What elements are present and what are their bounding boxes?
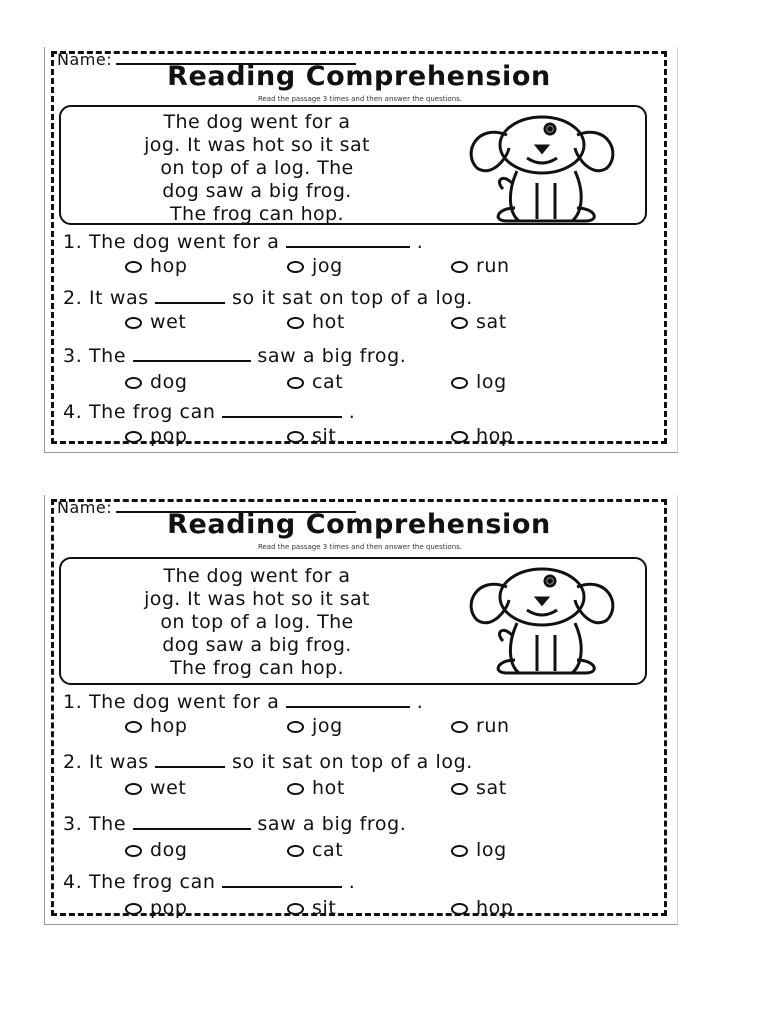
question-4: 4. The frog can .: [63, 871, 356, 893]
passage-line: The frog can hop.: [170, 203, 344, 225]
option[interactable]: dog: [125, 371, 188, 393]
passage-line: dog saw a big frog.: [162, 180, 352, 202]
question-4: 4. The frog can .: [63, 401, 356, 423]
radio-circle-icon[interactable]: [287, 845, 304, 857]
passage-line: on top of a log. The: [160, 611, 354, 633]
radio-circle-icon[interactable]: [125, 377, 142, 389]
radio-circle-icon[interactable]: [287, 903, 304, 915]
radio-circle-icon[interactable]: [451, 721, 468, 733]
answer-blank[interactable]: [222, 872, 342, 888]
question-1: 1. The dog went for a .: [63, 231, 424, 253]
question-3: 3. The saw a big frog.: [63, 813, 407, 835]
option[interactable]: sat: [451, 777, 507, 799]
option[interactable]: hot: [287, 311, 345, 333]
option[interactable]: dog: [125, 839, 188, 861]
radio-circle-icon[interactable]: [451, 261, 468, 273]
radio-circle-icon[interactable]: [287, 431, 304, 443]
radio-circle-icon[interactable]: [451, 377, 468, 389]
option[interactable]: cat: [287, 839, 343, 861]
page-title: Reading Comprehension: [167, 509, 551, 540]
radio-circle-icon[interactable]: [125, 261, 142, 273]
option[interactable]: sit: [287, 425, 336, 447]
passage-line: on top of a log. The: [160, 157, 354, 179]
option[interactable]: sat: [451, 311, 507, 333]
option[interactable]: sit: [287, 897, 336, 919]
radio-circle-icon[interactable]: [451, 903, 468, 915]
option[interactable]: wet: [125, 311, 186, 333]
option[interactable]: hop: [125, 255, 188, 277]
question-1: 1. The dog went for a .: [63, 691, 424, 713]
option[interactable]: hop: [451, 897, 514, 919]
passage-line: The dog went for a: [163, 565, 351, 587]
radio-circle-icon[interactable]: [125, 317, 142, 329]
page-title: Reading Comprehension: [167, 61, 551, 92]
passage-line: dog saw a big frog.: [162, 634, 352, 656]
radio-circle-icon[interactable]: [287, 721, 304, 733]
answer-blank[interactable]: [286, 692, 410, 708]
name-label: Name:: [57, 50, 113, 69]
radio-circle-icon[interactable]: [287, 261, 304, 273]
instructions: Read the passage 3 times and then answer the questions.: [257, 95, 463, 103]
radio-circle-icon[interactable]: [125, 783, 142, 795]
radio-circle-icon[interactable]: [451, 431, 468, 443]
passage-line: The frog can hop.: [170, 657, 344, 679]
answer-blank[interactable]: [155, 288, 225, 304]
option[interactable]: hop: [451, 425, 514, 447]
name-label: Name:: [57, 498, 113, 517]
passage: [67, 565, 447, 680]
answer-blank[interactable]: [133, 346, 251, 362]
option[interactable]: hop: [125, 715, 188, 737]
radio-circle-icon[interactable]: [451, 317, 468, 329]
option[interactable]: run: [451, 715, 510, 737]
option[interactable]: jog: [287, 255, 343, 277]
passage: [67, 111, 447, 226]
answer-blank[interactable]: [286, 232, 410, 248]
answer-blank[interactable]: [155, 752, 225, 768]
option[interactable]: log: [451, 839, 507, 861]
passage-line: jog. It was hot so it sat: [144, 134, 370, 156]
radio-circle-icon[interactable]: [287, 317, 304, 329]
passage-box: [59, 105, 647, 225]
instructions: Read the passage 3 times and then answer the questions.: [257, 543, 463, 551]
radio-circle-icon[interactable]: [125, 431, 142, 443]
answer-blank[interactable]: [222, 402, 342, 418]
option[interactable]: jog: [287, 715, 343, 737]
option[interactable]: run: [451, 255, 510, 277]
option[interactable]: cat: [287, 371, 343, 393]
option[interactable]: hot: [287, 777, 345, 799]
passage-box: [59, 557, 647, 685]
worksheet-2: [44, 495, 678, 925]
question-2: 2. It was so it sat on top of a log.: [63, 287, 473, 309]
option[interactable]: log: [451, 371, 507, 393]
answer-blank[interactable]: [133, 814, 251, 830]
radio-circle-icon[interactable]: [125, 721, 142, 733]
dog-illustration: [437, 565, 637, 677]
worksheet-1: [44, 47, 678, 453]
option[interactable]: pop: [125, 425, 188, 447]
passage-line: jog. It was hot so it sat: [144, 588, 370, 610]
radio-circle-icon[interactable]: [451, 845, 468, 857]
radio-circle-icon[interactable]: [125, 903, 142, 915]
question-2: 2. It was so it sat on top of a log.: [63, 751, 473, 773]
radio-circle-icon[interactable]: [451, 783, 468, 795]
radio-circle-icon[interactable]: [125, 845, 142, 857]
radio-circle-icon[interactable]: [287, 377, 304, 389]
radio-circle-icon[interactable]: [287, 783, 304, 795]
question-3: 3. The saw a big frog.: [63, 345, 407, 367]
passage-line: The dog went for a: [163, 111, 351, 133]
option[interactable]: pop: [125, 897, 188, 919]
dog-illustration: [437, 113, 637, 225]
option[interactable]: wet: [125, 777, 186, 799]
